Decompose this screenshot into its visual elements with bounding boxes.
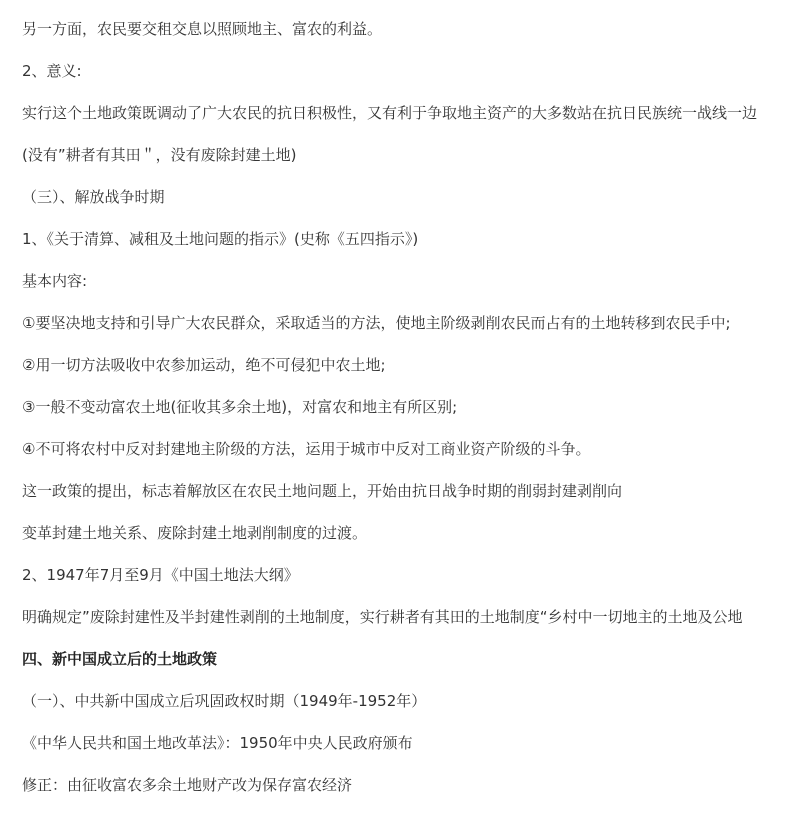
paragraph: 修正：由征收富农多余土地财产改为保存富农经济 xyxy=(22,776,353,794)
list-item: ③一般不变动富农土地(征收其多余土地)，对富农和地主有所区别; xyxy=(22,398,458,416)
paragraph: 1、《关于清算、减租及土地问题的指示》(史称《五四指示》) xyxy=(22,230,419,248)
paragraph: 2、意义: xyxy=(22,62,82,80)
chapter-heading: 四、新中国成立后的土地政策 xyxy=(22,650,218,668)
paragraph: 明确规定”废除封建性及半封建性剥削的土地制度，实行耕者有其田的土地制度“乡村中一切地主的土地及公地 xyxy=(22,608,743,626)
paragraph: (没有”耕者有其田＂，没有废除封建土地) xyxy=(22,146,297,164)
paragraph: 这一政策的提出，标志着解放区在农民土地问题上，开始由抗日战争时期的削弱封建剥削向 xyxy=(22,482,623,500)
paragraph: 《中华人民共和国土地改革法》：1950年中央人民政府颁布 xyxy=(22,734,413,752)
section-heading: （三）、解放战争时期 xyxy=(22,188,165,206)
paragraph: 另一方面，农民要交租交息以照顾地主、富农的利益。 xyxy=(22,20,383,38)
paragraph: 基本内容: xyxy=(22,272,88,290)
article-body xyxy=(22,0,802,817)
list-item: ④不可将农村中反对封建地主阶级的方法，运用于城市中反对工商业资产阶级的斗争。 xyxy=(22,440,591,458)
paragraph: 变革封建土地关系、废除封建土地剥削制度的过渡。 xyxy=(22,524,368,542)
list-item: ①要坚决地支持和引导广大农民群众，采取适当的方法，使地主阶级剥削农民而占有的土地转移到农民手中; xyxy=(22,314,731,332)
list-item: ②用一切方法吸收中农参加运动，绝不可侵犯中农土地; xyxy=(22,356,386,374)
paragraph: 实行这个土地政策既调动了广大农民的抗日积极性，又有利于争取地主资产的大多数站在抗日民族统一战线一边 xyxy=(22,104,758,122)
section-heading: （一）、中共新中国成立后巩固政权时期（1949年-1952年） xyxy=(22,692,427,710)
paragraph: 2、1947年7月至9月《中国土地法大纲》 xyxy=(22,566,299,584)
